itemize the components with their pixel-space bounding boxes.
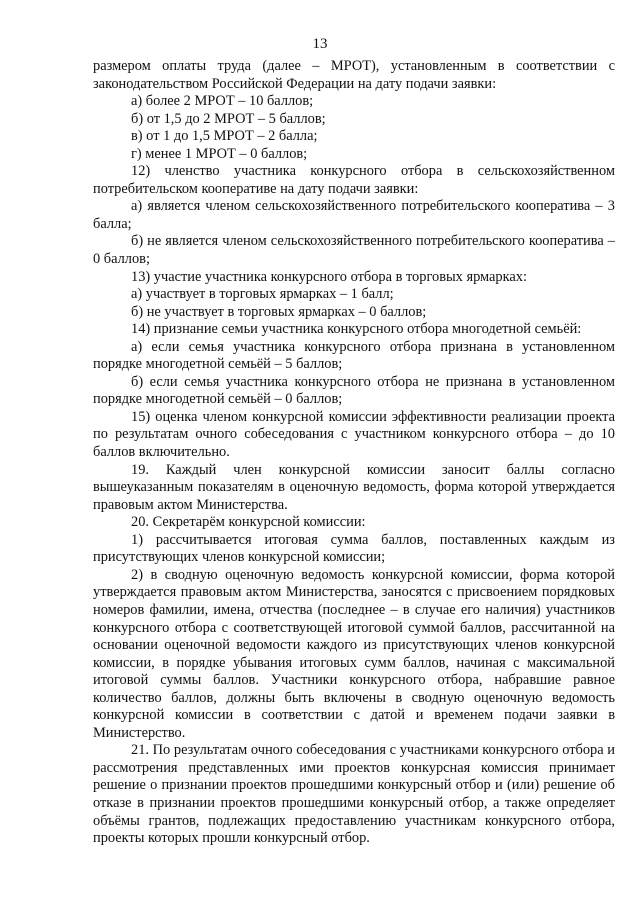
list-item: а) более 2 МРОТ – 10 баллов; <box>131 93 314 110</box>
criterion-13: 13) участие участника конкурсного отбора в торговых ярмарках: <box>131 268 527 285</box>
list-item: б) не участвует в торговых ярмарках – 0 баллов; <box>131 303 427 320</box>
page-number: 13 <box>312 36 328 52</box>
list-item: а) если семья участника конкурсного отбора признана в установленном порядке многодетной семьёй – 5 баллов; <box>93 338 615 373</box>
paragraph: размером оплаты труда (далее – МРОТ), установленным в соответствии с законодательством Российской Федерации на дату подачи заявки: <box>93 58 615 92</box>
list-item: г) менее 1 МРОТ – 0 баллов; <box>131 145 308 162</box>
list-item: б) если семья участника конкурсного отбора не признана в установленном порядке многодетной семьёй – 0 баллов; <box>93 373 615 408</box>
clause-20: 20. Секретарём конкурсной комиссии: <box>131 514 366 531</box>
criterion-12: 12) членство участника конкурсного отбора в сельскохозяйственном потребительском кооперативе на дату подачи заявки: <box>93 163 615 197</box>
criterion-15: 15) оценка членом конкурсной комиссии эффективности реализации проекта по результатам очного собеседования с участником конкурсного отбора – до 10 баллов включительно. <box>93 408 615 461</box>
list-item: б) не является членом сельскохозяйственного потребительского кооператива – 0 баллов; <box>93 233 615 268</box>
clause-20-item-2: 2) в сводную оценочную ведомость конкурсной комиссии, форма которой утверждается правовым актом Министерства, заносятся с присвоением порядковых номеров фамилии, имена, отчества (последнее – в случае его наличия) участников конкурсного отбора с соответствующей итоговой суммой баллов, рассчитанной на основании оценочной ведомости каждого из присутствующих членов конкурсной комиссии, в порядке убывания итоговых сумм баллов, начиная с максимальной итоговой суммы баллов. Участники конкурсного отбора, набравшие равное количество баллов, должны быть включены в сводную оценочную ведомость конкурсной комиссии в соответствии с датой и временем подачи заявки в Министерство. <box>93 566 615 741</box>
list-item: а) является членом сельскохозяйственного потребительского кооператива – 3 балла; <box>93 198 615 232</box>
list-item: а) участвует в торговых ярмарках – 1 балл; <box>131 286 394 303</box>
list-item: в) от 1 до 1,5 МРОТ – 2 балла; <box>131 128 318 145</box>
criterion-14: 14) признание семьи участника конкурсного отбора многодетной семьёй: <box>131 321 582 338</box>
clause-19: 19. Каждый член конкурсной комиссии заносит баллы согласно вышеуказанным показателям в оценочную ведомость, форма которой утверждается правовым актом Министерства. <box>93 461 615 513</box>
clause-20-item-1: 1) рассчитывается итоговая сумма баллов, поставленных каждым из присутствующих членов конкурсной комиссии; <box>93 531 615 566</box>
document-body <box>93 58 615 848</box>
clause-21: 21. По результатам очного собеседования с участниками конкурсного отбора и рассмотрения представленных ими проектов конкурсная комиссия принимает решение о признании проектов прошедшими конкурсный отбор и (или) решение об отказе в признании проектов прошедшими конкурсный отбор, а также определяет объёмы грантов, подлежащих предоставлению участникам конкурсного отбора, проекты которых прошли конкурсный отбор. <box>93 742 615 847</box>
list-item: б) от 1,5 до 2 МРОТ – 5 баллов; <box>131 110 326 127</box>
